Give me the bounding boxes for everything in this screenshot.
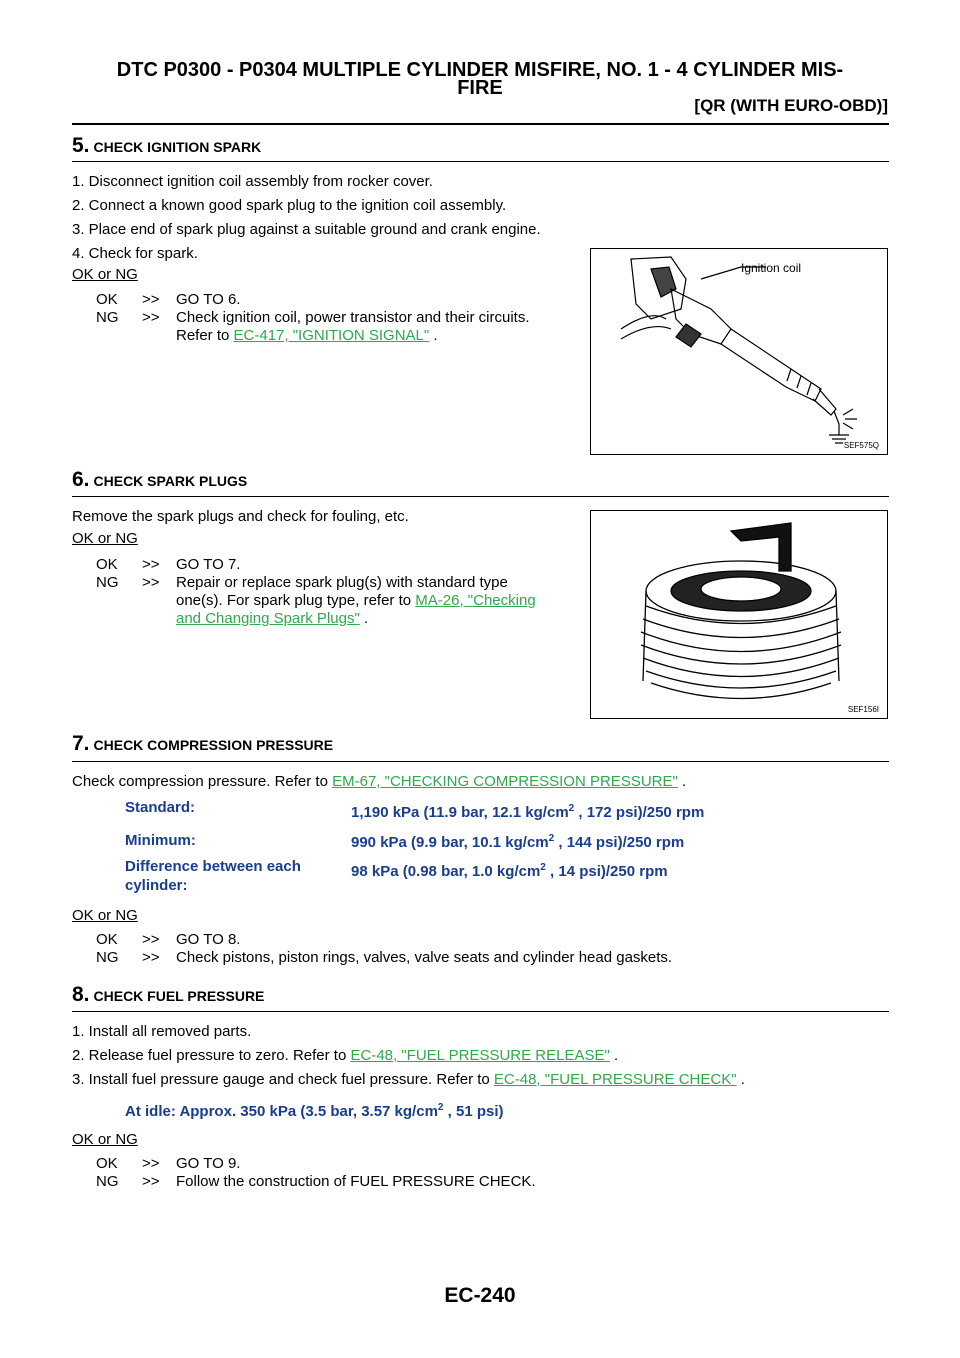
list-item: 3. Place end of spark plug against a suitable ground and crank engine. xyxy=(72,221,541,238)
spec-label-difference-cont: cylinder: xyxy=(125,877,188,894)
spark-plug-link-cont[interactable]: and Changing Spark Plugs" xyxy=(176,610,360,627)
figure-code: SEF575Q xyxy=(843,441,879,450)
spark-plug-link[interactable]: MA-26, "Checking xyxy=(415,592,536,609)
list-item: 4. Check for spark. xyxy=(72,245,198,262)
page-title-line1: DTC P0300 - P0304 MULTIPLE CYLINDER MISFIRE, NO. 1 - 4 CYLINDER MIS- xyxy=(116,59,844,81)
spark-plug-figure xyxy=(590,510,888,719)
ok-ng-label: OK or NG xyxy=(72,1131,138,1148)
step-number: 5. xyxy=(72,134,90,157)
list-item: 2. Connect a known good spark plug to the ignition coil assembly. xyxy=(72,197,507,214)
step-title: CHECK IGNITION SPARK xyxy=(93,139,262,155)
spec-label-minimum: Minimum: xyxy=(125,832,196,849)
spec-value-minimum: 990 kPa (9.9 bar, 10.1 $kg/cm^2$ , 144 psi)/250 rpm xyxy=(351,833,685,851)
step-number: 7. xyxy=(72,732,90,755)
list-item: 1. Install all removed parts. xyxy=(72,1023,252,1040)
page-subtitle: [QR (WITH EURO-OBD)] xyxy=(694,96,888,115)
step-5-heading xyxy=(72,134,261,158)
paragraph: Remove the spark plugs and check for fouling, etc. xyxy=(72,508,409,525)
ok-result: OK >> GO TO 9. xyxy=(96,1155,241,1172)
ignition-coil-illustration xyxy=(591,249,887,454)
figure-label: Ignition coil xyxy=(741,261,802,275)
ok-ng-label: OK or NG xyxy=(72,907,138,924)
paragraph: Check compression pressure. Refer to EM-67, "CHECKING COMPRESSION PRESSURE" . xyxy=(72,773,687,790)
ng-result: NG >> Check pistons, piston rings, valves, valve seats and cylinder head gaskets. xyxy=(96,949,673,966)
step-7-heading xyxy=(72,732,333,756)
list-item: 2. Release fuel pressure to zero. Refer to EC-48, "FUEL PRESSURE RELEASE" . xyxy=(72,1047,619,1064)
ignition-coil-figure xyxy=(590,248,888,455)
spec-value-idle: At idle: Approx. 350 kPa (3.5 bar, 3.57 $kg/cm^2$ , 51 psi) xyxy=(125,1102,504,1120)
spec-value-standard: 1,190 kPa (11.9 bar, 12.1 $kg/cm^2$ , 172 psi)/250 rpm xyxy=(351,803,705,821)
spec-label-standard: Standard: xyxy=(125,799,196,816)
step-rule xyxy=(72,496,889,497)
ignition-signal-link[interactable]: EC-417, "IGNITION SIGNAL" xyxy=(233,327,430,344)
fuel-pressure-check-link[interactable]: EC-48, "FUEL PRESSURE CHECK" xyxy=(493,1071,737,1088)
step-6-heading xyxy=(72,468,247,492)
ok-ng-label: OK or NG xyxy=(72,530,138,547)
ok-result: OK >> GO TO 7. xyxy=(96,556,241,573)
compression-pressure-link[interactable]: EM-67, "CHECKING COMPRESSION PRESSURE" xyxy=(332,773,678,790)
ng-result: NG >> Follow the construction of FUEL PRESSURE CHECK. xyxy=(96,1173,536,1190)
spec-value-difference: 98 kPa (0.98 bar, 1.0 $kg/cm^2$ , 14 psi)/250 rpm xyxy=(351,862,668,880)
spark-plug-illustration xyxy=(591,511,887,718)
step-title: CHECK FUEL PRESSURE xyxy=(93,988,265,1004)
ok-result: OK >> GO TO 6. xyxy=(96,291,241,308)
step-8-heading xyxy=(72,983,264,1007)
fuel-pressure-release-link[interactable]: EC-48, "FUEL PRESSURE RELEASE" xyxy=(350,1047,610,1064)
step-title: CHECK SPARK PLUGS xyxy=(93,473,248,489)
step-number: 8. xyxy=(72,983,90,1006)
step-rule xyxy=(72,761,889,762)
list-item: 1. Disconnect ignition coil assembly from rocker cover. xyxy=(72,173,433,190)
spec-label-difference: Difference between each xyxy=(125,858,301,875)
step-rule xyxy=(72,1011,889,1012)
header-rule xyxy=(72,123,889,125)
ok-ng-label: OK or NG xyxy=(72,266,138,283)
page-title-line2: FIRE xyxy=(457,77,503,99)
step-title: CHECK COMPRESSION PRESSURE xyxy=(93,737,334,753)
ok-result: OK >> GO TO 8. xyxy=(96,931,241,948)
list-item: 3. Install fuel pressure gauge and check fuel pressure. Refer to EC-48, "FUEL PRESSURE CHECK" . xyxy=(72,1071,745,1088)
step-number: 6. xyxy=(72,468,90,491)
step-rule xyxy=(72,161,889,162)
figure-code: SEF156I xyxy=(847,705,879,714)
page-number: EC-240 xyxy=(444,1284,516,1307)
ng-result: NG >> Check ignition coil, power transistor and their circuits. Refer to EC-417, "IGNITION SIGNAL" . xyxy=(96,309,530,344)
ng-result: NG >> Repair or replace spark plug(s) with standard type one(s). For spark plug type, refer to MA-26, "Checking and Changing Spark Plugs" . xyxy=(96,574,536,627)
